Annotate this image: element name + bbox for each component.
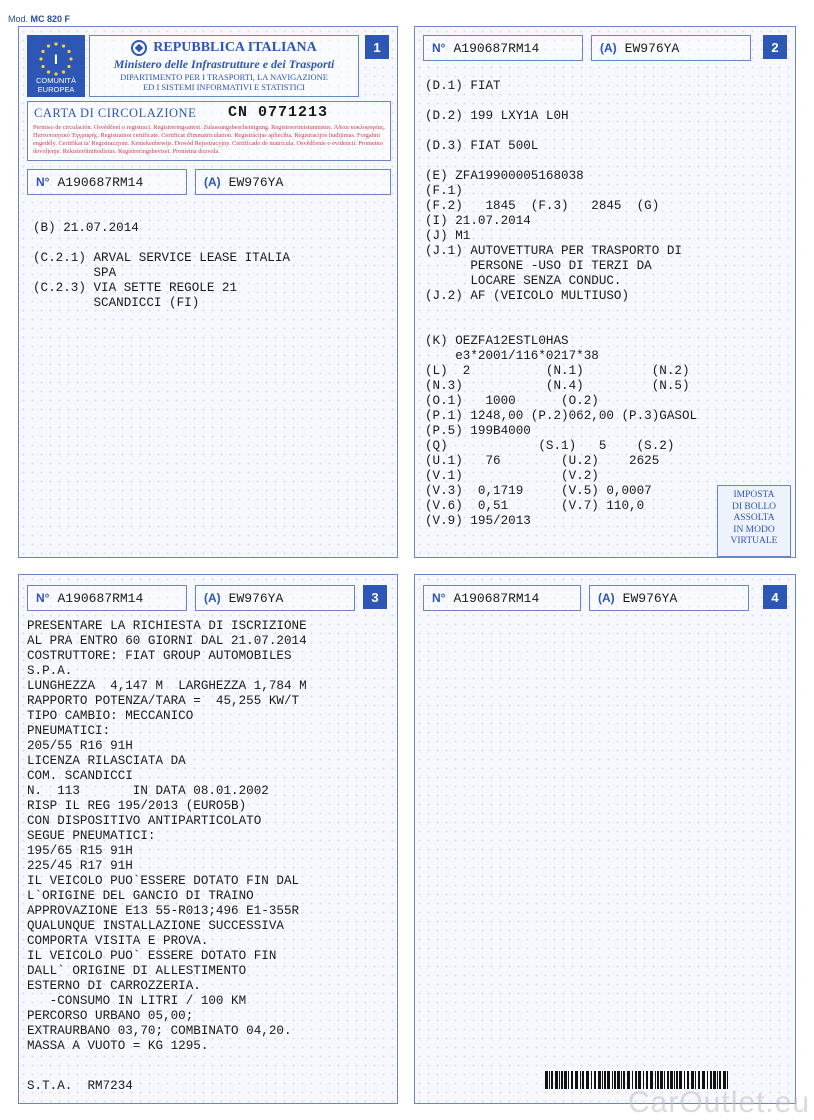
registration-number-tag: N° <box>432 41 446 55</box>
card-4 <box>414 574 796 1104</box>
ministry-name: Ministero delle Infrastrutture e dei Trasporti <box>113 57 335 71</box>
owner-details <box>33 221 290 311</box>
text-line: MASSA A VUOTO = KG 1295. <box>27 1039 209 1053</box>
text-line: LUNGHEZZA 4,147 M LARGHEZZA 1,784 M <box>27 679 307 693</box>
form-model-code: MC 820 F <box>30 14 71 24</box>
text-line: 225/45 R17 91H <box>27 859 133 873</box>
plate-number: EW976YA <box>622 590 678 606</box>
eu-caption <box>27 76 85 94</box>
text-line: (C.2.1) ARVAL SERVICE LEASE ITALIA <box>33 251 290 265</box>
text-line: (J.1) AUTOVETTURA PER TRASPORTO DI <box>425 244 682 258</box>
text-line: (L) 2 (N.1) (N.2) <box>425 364 690 378</box>
text-line: (V.6) 0,51 (V.7) 110,0 <box>425 499 645 513</box>
registration-number-box <box>423 585 581 611</box>
stamp-line-5: VIRTUALE <box>730 536 778 546</box>
text-line: (O.1) 1000 (O.2) <box>425 394 599 408</box>
card-number-badge: 4 <box>763 585 787 609</box>
text-line: (V.3) 0,1719 (V.5) 0,0007 <box>425 484 652 498</box>
document-title-translations: Permiso de circulación. Osvědčení o registraci. Registreringsattest. Zulassungsbescheinigung. Registreerimistunnistus. Άδεια κυκλοφορίας. Πιστοποιητικό Έγγραφής. Registration certificate. Certificat d'immatriculation. Registrácijas apliecība. Registracijos liudijimas. Forgalmi engedély. Certifikat ta' Registrazzjoni. Kentekenbewijs. Dowód Rejestracyjny. Certificado de matrícula. Osvědčenie o evidencii. Prometno dovoljenje. Rekisteröintitodistus. Registreringsbeviset. Prometna dozvola. <box>33 124 386 155</box>
text-line: (J.2) AF (VEICOLO MULTIUSO) <box>425 289 630 303</box>
text-line: PNEUMATICI: <box>27 724 111 738</box>
text-line: (D.3) FIAT 500L <box>425 139 539 153</box>
department-line-2: ED I SISTEMI INFORMATIVI E STATISTICI <box>143 82 305 92</box>
eu-caption-line-1: COMUNITÀ <box>36 76 76 85</box>
registration-number-box <box>27 169 187 195</box>
text-line: (V.1) (V.2) <box>425 469 599 483</box>
stamp-line-2: DI BOLLO <box>731 501 777 512</box>
card-1 <box>18 26 398 558</box>
form-model-prefix: Mod. <box>8 14 29 24</box>
eu-flag <box>27 35 85 97</box>
stamp-line-4: IN MODO <box>733 524 775 535</box>
document-title-box <box>27 101 391 161</box>
text-line: TIPO CAMBIO: MECCANICO <box>27 709 194 723</box>
technical-notes <box>27 619 307 1054</box>
text-line: (J) M1 <box>425 229 471 243</box>
text-line: (F.2) 1845 (F.3) 2845 (G) <box>425 199 660 213</box>
text-line: COM. SCANDICCI <box>27 769 133 783</box>
registration-number-box <box>423 35 583 61</box>
text-line: (D.2) 199 LXY1A L0H <box>425 109 569 123</box>
text-line: IL VEICOLO PUO` ESSERE DOTATO FIN <box>27 949 277 963</box>
registration-number-tag: N° <box>36 175 50 189</box>
text-line <box>33 236 290 251</box>
text-line <box>425 154 697 169</box>
text-line <box>425 124 697 139</box>
text-line: (I) 21.07.2014 <box>425 214 531 228</box>
text-line: (F.1) <box>425 184 463 198</box>
text-line: -CONSUMO IN LITRI / 100 KM <box>27 994 247 1008</box>
watermark: CarOutlet.eu <box>628 1086 811 1119</box>
text-line: S.P.A. <box>27 664 73 678</box>
text-line: (N.3) (N.4) (N.5) <box>425 379 690 393</box>
text-line: LICENZA RILASCIATA DA <box>27 754 186 768</box>
plate-tag: (A) <box>204 175 221 189</box>
sta-code: S.T.A. RM7234 <box>27 1079 133 1093</box>
registration-number-box <box>27 585 187 611</box>
registration-number: A190687RM14 <box>453 590 540 606</box>
eu-country-letter: I <box>54 51 58 67</box>
text-line: AL PRA ENTRO 60 GIORNI DAL 21.07.2014 <box>27 634 307 648</box>
stamp-line-1: IMPOSTA <box>733 490 775 500</box>
text-line: RAPPORTO POTENZA/TARA = 45,255 KW/T <box>27 694 300 708</box>
text-line: IL VEICOLO PUO`ESSERE DOTATO FIN DAL <box>27 874 300 888</box>
text-line: QUALUNQUE INSTALLAZIONE SUCCESSIVA <box>27 919 284 933</box>
form-model-label <box>8 14 70 24</box>
vehicle-details <box>425 79 697 529</box>
text-line: PERCORSO URBANO 05,00; <box>27 1009 194 1023</box>
registration-number-tag: N° <box>432 591 446 605</box>
text-line: (P.5) 199B4000 <box>425 424 531 438</box>
text-line: LOCARE SENZA CONDUC. <box>425 274 622 288</box>
document-title: CARTA DI CIRCOLAZIONE <box>34 106 197 120</box>
eu-caption-line-2: EUROPEA <box>37 85 75 94</box>
text-line: COMPORTA VISITA E PROVA. <box>27 934 209 948</box>
text-line <box>425 319 697 334</box>
registration-number-tag: N° <box>36 591 50 605</box>
text-line: PRESENTARE LA RICHIESTA DI ISCRIZIONE <box>27 619 307 633</box>
plate-box <box>591 35 751 61</box>
text-line: 195/65 R15 91H <box>27 844 133 858</box>
plate-number: EW976YA <box>624 40 680 56</box>
text-line: CON DISPOSITIVO ANTIPARTICOLATO <box>27 814 262 828</box>
text-line: (B) 21.07.2014 <box>33 221 139 235</box>
text-line: ESTERNO DI CARROZZERIA. <box>27 979 201 993</box>
text-line: (Q) (S.1) 5 (S.2) <box>425 439 675 453</box>
text-line: 205/55 R16 91H <box>27 739 133 753</box>
text-line: (U.1) 76 (U.2) 2625 <box>425 454 660 468</box>
plate-box <box>195 585 355 611</box>
republic-title-text: REPUBBLICA ITALIANA <box>153 40 317 55</box>
text-line: SEGUE PNEUMATICI: <box>27 829 156 843</box>
virtual-stamp-duty-box <box>717 485 791 557</box>
card-number-badge: 2 <box>763 35 787 59</box>
text-line: APPROVAZIONE E13 55-R013;496 E1-355R <box>27 904 300 918</box>
text-line: (P.1) 1248,00 (P.2)062,00 (P.3)GASOL <box>425 409 698 423</box>
plate-number: EW976YA <box>228 590 284 606</box>
text-line <box>425 304 697 319</box>
plate-box <box>589 585 749 611</box>
plate-tag: (A) <box>598 591 615 605</box>
issuer-header <box>89 35 359 97</box>
card-number-badge: 1 <box>365 35 389 59</box>
text-line: L`ORIGINE DEL GANCIO DI TRAINO <box>27 889 254 903</box>
eu-stars-icon <box>38 41 74 77</box>
card-3 <box>18 574 398 1104</box>
document-number: CN 0771213 <box>228 104 329 121</box>
text-line: SCANDICCI (FI) <box>33 296 200 310</box>
plate-tag: (A) <box>600 41 617 55</box>
text-line: DALL` ORIGINE DI ALLESTIMENTO <box>27 964 247 978</box>
text-line: RISP IL REG 195/2013 (EURO5B) <box>27 799 247 813</box>
registration-number: A190687RM14 <box>453 40 540 56</box>
text-line: e3*2001/116*0217*38 <box>425 349 599 363</box>
text-line: (E) ZFA19900005168038 <box>425 169 584 183</box>
text-line: N. 113 IN DATA 08.01.2002 <box>27 784 269 798</box>
text-line: SPA <box>33 266 117 280</box>
text-line: PERSONE -USO DI TERZI DA <box>425 259 652 273</box>
text-line: (C.2.3) VIA SETTE REGOLE 21 <box>33 281 238 295</box>
text-line: (K) OEZFA12ESTL0HAS <box>425 334 569 348</box>
republic-emblem-icon <box>131 40 147 56</box>
text-line <box>425 94 697 109</box>
registration-number: A190687RM14 <box>57 174 144 190</box>
plate-number: EW976YA <box>228 174 284 190</box>
registration-number: A190687RM14 <box>57 590 144 606</box>
text-line: (D.1) FIAT <box>425 79 501 93</box>
plate-box <box>195 169 391 195</box>
stamp-line-3: ASSOLTA <box>733 513 775 523</box>
republic-title <box>90 40 358 56</box>
card-number-badge: 3 <box>363 585 387 609</box>
text-line: (V.9) 195/2013 <box>425 514 531 528</box>
text-line: EXTRAURBANO 03,70; COMBINATO 04,20. <box>27 1024 292 1038</box>
plate-tag: (A) <box>204 591 221 605</box>
department-line-1: DIPARTIMENTO PER I TRASPORTI, LA NAVIGAZIONE <box>120 72 328 82</box>
text-line: COSTRUTTORE: FIAT GROUP AUTOMOBILES <box>27 649 292 663</box>
card-2 <box>414 26 796 558</box>
